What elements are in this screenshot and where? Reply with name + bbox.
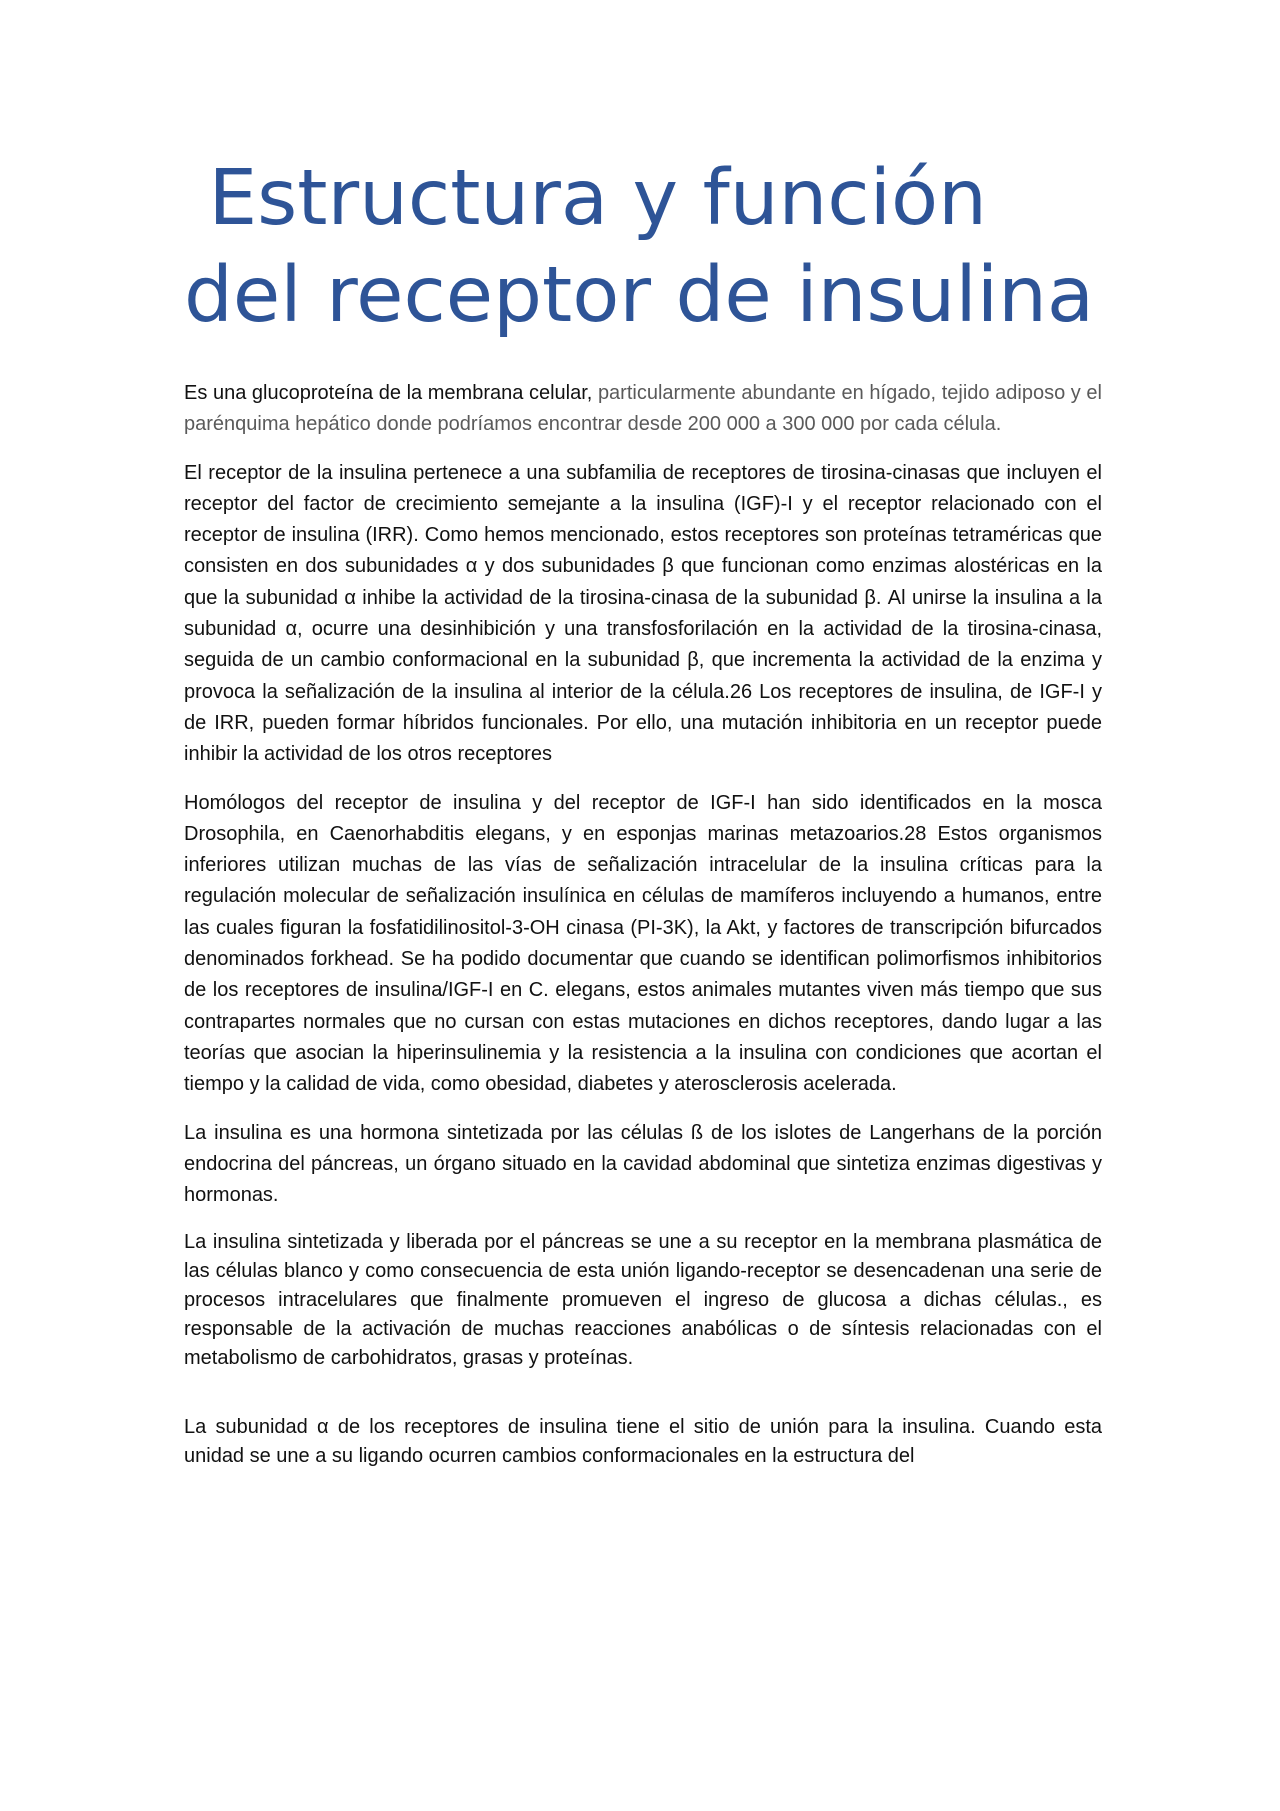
paragraph-intro xyxy=(184,378,1102,441)
paragraph-homologs: Homólogos del receptor de insulina y del receptor de IGF-I han sido identificados en la mosca Drosophila, en Caenorhabditis elegans, y en esponjas marinas metazoarios.28 Estos organismos inferiores utilizan muchas de las vías de señalización intracelular de la insulina críticas para la regulación molecular de señalización insulínica en células de mamíferos incluyendo a humanos, entre las cuales figuran la fosfatidilinositol-3-OH cinasa (PI-3K), la Akt, y factores de transcripción bifurcados denominados forkhead. Se ha podido documentar que cuando se identifican polimorfismos inhibitorios de los receptores de insulina/IGF-I en C. elegans, estos animales mutantes viven más tiempo que sus contrapartes normales que no cursan con estas mutaciones en dichos receptores, dando lugar a las teorías que asocian la hiperinsulinemia y la resistencia a la insulina con condiciones que acortan el tiempo y la calidad de vida, como obesidad, diabetes y aterosclerosis acelerada. xyxy=(184,791,1102,1096)
document-page xyxy=(184,150,1102,1488)
paragraph-intro-rest: particularmente abundante en hígado, tejido adiposo y el parénquima hepático donde podríamos encontrar desde 200 000 a 300 000 por cada célula. xyxy=(184,382,1102,436)
paragraph-insulin-binding: La insulina sintetizada y liberada por el páncreas se une a su receptor en la membrana plasmática de las células blanco y como consecuencia de esta unión ligando-receptor se desencadenan una serie de procesos intracelulares que finalmente promueven el ingreso de glucosa a dichas células., es responsable de la activación de muchas reacciones anabólicas o de síntesis relacionadas con el metabolismo de carbohidratos, grasas y proteínas. xyxy=(184,1231,1102,1370)
paragraph-insulin-hormone: La insulina es una hormona sintetizada por las células ß de los islotes de Langerhans de la porción endocrina del páncreas, un órgano situado en la cavidad abdominal que sintetiza enzimas digestivas y hormonas. xyxy=(184,1121,1102,1207)
paragraph-intro-lead: Es una glucoproteína de la membrana celular, xyxy=(184,382,598,404)
paragraph-alpha-subunit: La subunidad α de los receptores de insulina tiene el sitio de unión para la insulina. Cuando esta unidad se une a su ligando ocurren cambios conformacionales en la estructura del xyxy=(184,1416,1102,1468)
paragraph-receptor-family: El receptor de la insulina pertenece a una subfamilia de receptores de tirosina-cinasas que incluyen el receptor del factor de crecimiento semejante a la insulina (IGF)-I y el receptor relacionado con el receptor de insulina (IRR). Como hemos mencionado, estos receptores son proteínas tetraméricas que consisten en dos subunidades α y dos subunidades β que funcionan como enzimas alostéricas en la que la subunidad α inhibe la actividad de la tirosina-cinasa de la subunidad β. Al unirse la insulina a la subunidad α, ocurre una desinhibición y una transfosforilación en la actividad de la tirosina-cinasa, seguida de un cambio conformacional en la subunidad β, que incrementa la actividad de la enzima y provoca la señalización de la insulina al interior de la célula.26 Los receptores de insulina, de IGF-I y de IRR, pueden formar híbridos funcionales. Por ello, una mutación inhibitoria en un receptor puede inhibir la actividad de los otros receptores xyxy=(184,461,1102,766)
document-title: Estructura y función del receptor de insulina xyxy=(184,154,1095,340)
